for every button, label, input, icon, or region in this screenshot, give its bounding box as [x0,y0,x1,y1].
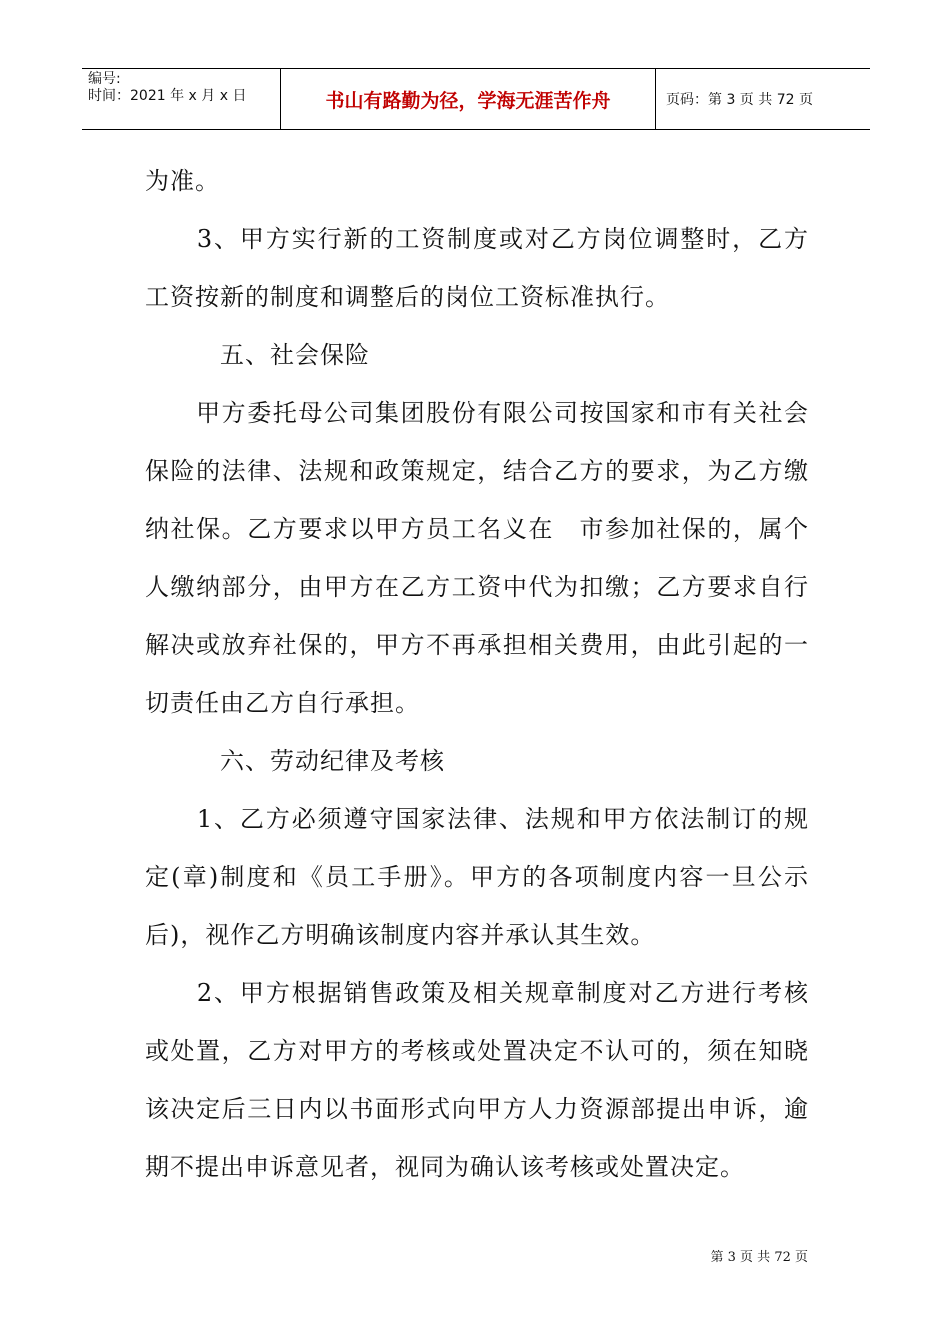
paragraph-clause-1: 1、乙方必须遵守国家法律、法规和甲方依法制订的规定(章)制度和《员工手册》。甲方的各项制度内容一旦公示后)，视作乙方明确该制度内容并承认其生效。 [145,805,809,949]
header-meta [82,69,281,129]
section-heading-labor-discipline: 六、劳动纪律及考核 [145,747,445,775]
paragraph-social-insurance: 甲方委托母公司集团股份有限公司按国家和市有关社会保险的法律、法规和政策规定，结合乙方的要求，为乙方缴纳社保。乙方要求以甲方员工名义在 市参加社保的，属个人缴纳部分，由甲方在乙方工资中代为扣缴；乙方要求自行解决或放弃社保的，甲方不再承担相关费用，由此引起的一切责任由乙方自行承担。 [145,399,809,717]
document-body [145,152,809,1196]
paragraph-clause-3: 3、甲方实行新的工资制度或对乙方岗位调整时，乙方工资按新的制度和调整后的岗位工资标准执行。 [145,225,809,311]
page-footer: 第 3 页 共 72 页 [710,1250,808,1265]
section-heading-social-insurance: 五、社会保险 [145,341,370,369]
header-motto: 书山有路勤为径，学海无涯苦作舟 [281,69,656,129]
page-header [82,68,870,130]
header-number-label: 编号: [88,71,121,87]
header-time: 时间：2021 年 x 月 x 日 [88,88,247,104]
paragraph-clause-2: 2、甲方根据销售政策及相关规章制度对乙方进行考核或处置，乙方对甲方的考核或处置决定不认可的，须在知晓该决定后三日内以书面形式向甲方人力资源部提出申诉，逾期不提出申诉意见者，视同为确认该考核或处置决定。 [145,979,809,1181]
header-page-info: 页码：第 3 页 共 72 页 [666,92,813,108]
paragraph-continuation: 为准。 [145,167,220,195]
